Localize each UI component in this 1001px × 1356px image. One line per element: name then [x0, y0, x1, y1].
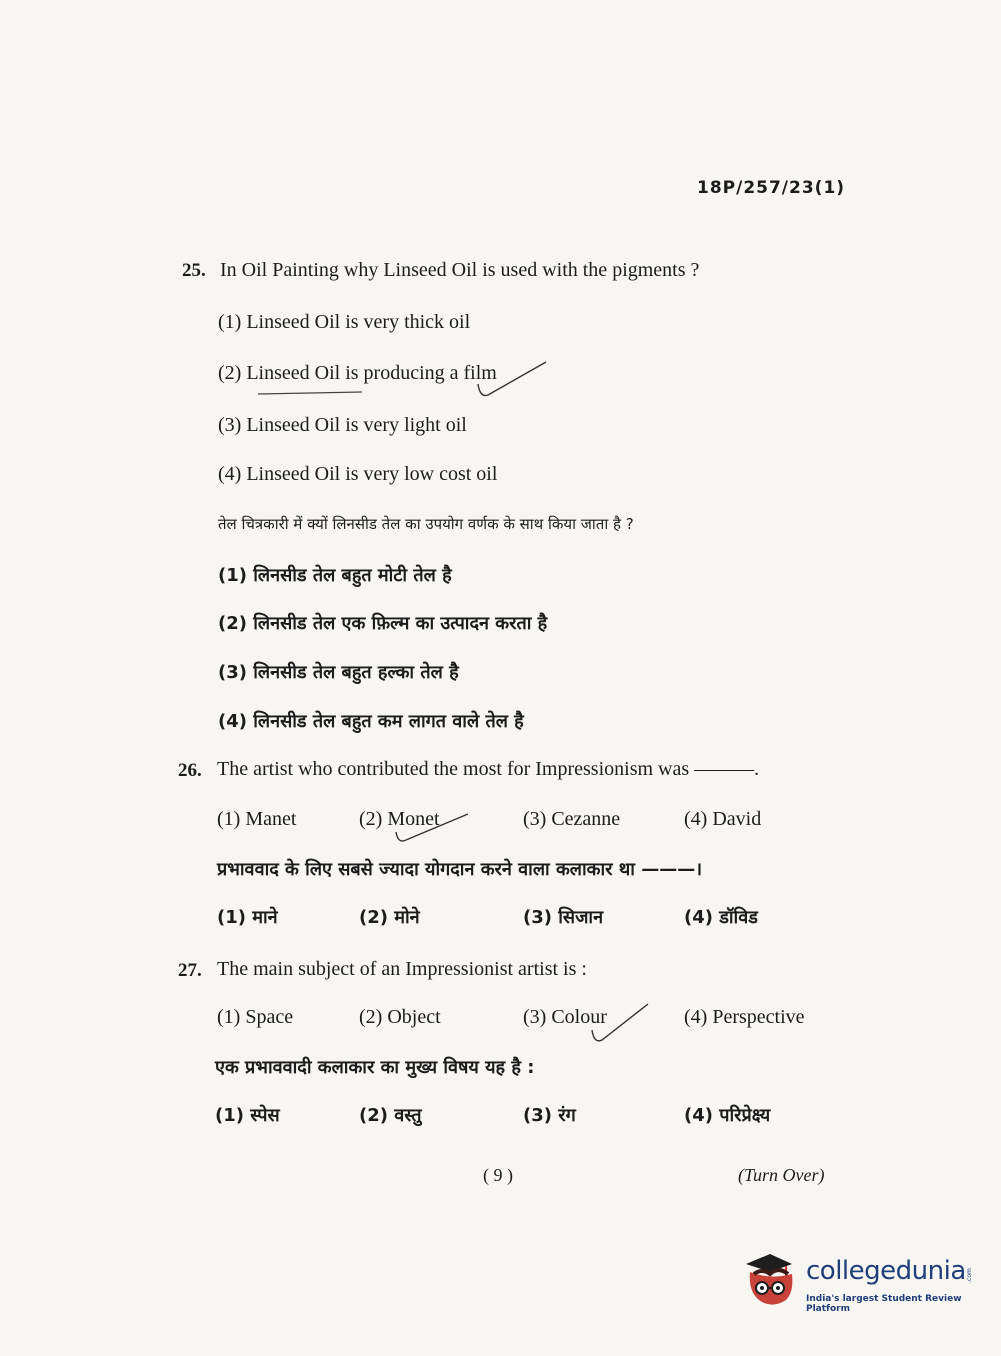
- option-hi-3: (3) सिजान: [523, 907, 604, 928]
- option-hi-1: (1) स्पेस: [215, 1105, 280, 1126]
- collegedunia-watermark: [740, 1250, 973, 1314]
- paper-code: 18P/257/23(1): [697, 178, 846, 198]
- page-number: ( 9 ): [483, 1165, 513, 1185]
- option-en-4: (4) David: [684, 808, 762, 830]
- option-hi-4: (4) लिनसीड तेल बहुत कम लागत वाले तेल है: [218, 711, 524, 732]
- question-number: 27.: [178, 960, 202, 981]
- option-hi-1: (1) माने: [217, 907, 278, 928]
- option-en-4: (4) Linseed Oil is very low cost oil: [218, 463, 498, 485]
- option-hi-2: (2) मोने: [359, 907, 420, 928]
- option-en-2: (2) Linseed Oil is producing a film: [218, 362, 497, 384]
- option-hi-3: (3) लिनसीड तेल बहुत हल्का तेल है: [218, 662, 459, 683]
- option-en-2: (2) Monet: [359, 808, 440, 830]
- option-en-1: (1) Space: [217, 1006, 294, 1028]
- question-number: 26.: [178, 760, 202, 781]
- question-text-hi: एक प्रभाववादी कलाकार का मुख्य विषय यह है :: [215, 1057, 535, 1078]
- option-en-2: (2) Object: [359, 1006, 441, 1028]
- turn-over-label: (Turn Over): [738, 1165, 825, 1185]
- option-hi-4: (4) परिप्रेक्ष्य: [684, 1105, 771, 1126]
- question-text-hi: तेल चित्रकारी में क्यों लिनसीड तेल का उपयोग वर्णक के साथ किया जाता है ?: [218, 515, 634, 533]
- option-en-3: (3) Cezanne: [523, 808, 621, 830]
- option-en-3: (3) Colour: [523, 1006, 607, 1028]
- mascot-with-glasses-icon: [740, 1250, 802, 1312]
- question-text-en: The artist who contributed the most for Impressionism was ———.: [217, 758, 760, 780]
- question-text-hi: प्रभाववाद के लिए सबसे ज्यादा योगदान करने वाला कलाकार था ———।: [217, 859, 703, 880]
- question-number: 25.: [182, 260, 206, 281]
- question-text-en: In Oil Painting why Linseed Oil is used with the pigments ?: [220, 259, 700, 281]
- brand-name: collegedunia: [806, 1256, 966, 1286]
- brand-tagline: India's largest Student Review Platform: [806, 1294, 962, 1314]
- option-en-1: (1) Linseed Oil is very thick oil: [218, 311, 471, 333]
- option-hi-1: (1) लिनसीड तेल बहुत मोटी तेल है: [218, 565, 452, 586]
- option-hi-3: (3) रंग: [523, 1105, 576, 1126]
- brand-suffix: .com: [965, 1268, 973, 1283]
- option-hi-4: (4) डॉविड: [684, 907, 758, 928]
- option-en-1: (1) Manet: [217, 808, 297, 830]
- option-hi-2: (2) लिनसीड तेल एक फ़िल्म का उत्पादन करता है: [218, 613, 548, 634]
- question-text-en: The main subject of an Impressionist artist is :: [217, 958, 587, 980]
- option-hi-2: (2) वस्तु: [359, 1105, 422, 1126]
- option-en-4: (4) Perspective: [684, 1006, 805, 1028]
- option-en-3: (3) Linseed Oil is very light oil: [218, 414, 467, 436]
